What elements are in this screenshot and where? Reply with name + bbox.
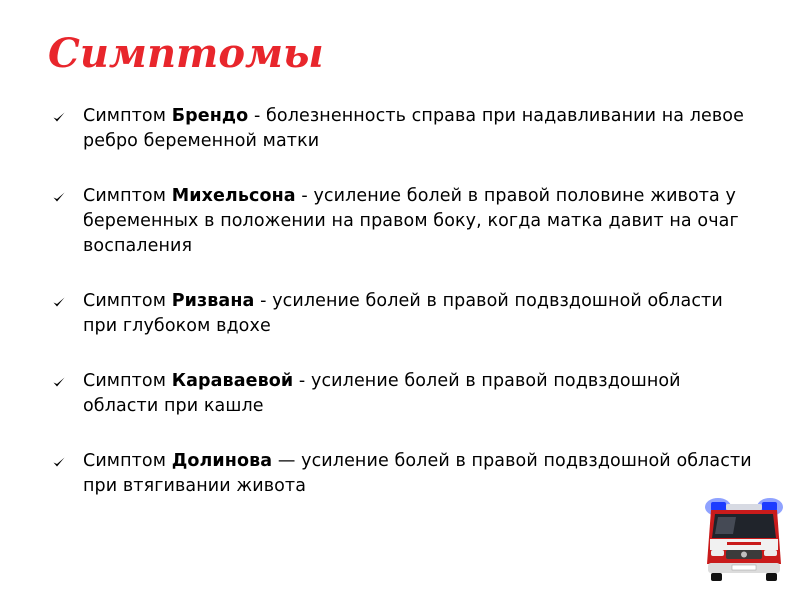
slide-title: Симптомы [48, 30, 324, 77]
symptom-description: - усиление болей в правой подвздошной области при кашле [83, 371, 681, 416]
symptom-prefix: Симптом [83, 186, 172, 206]
symptom-item-karavaeva [52, 369, 752, 419]
check-icon [52, 375, 66, 389]
symptom-name: Брендо [171, 106, 249, 126]
symptom-description: — усиление болей в правой подвздошной области при втягивании живота [83, 451, 752, 496]
check-icon [52, 455, 66, 469]
check-icon [52, 110, 66, 124]
symptom-item-brendo [52, 104, 752, 154]
ambulance-image [702, 494, 786, 584]
symptom-prefix: Симптом [83, 371, 172, 391]
symptom-description: - усиление болей в правой половине живота у беременных в положении на правом боку, когда матка давит на очаг воспаления [83, 186, 739, 256]
symptom-prefix: Симптом [83, 451, 172, 471]
symptom-description: - усиление болей в правой подвздошной области при глубоком вдохе [83, 291, 723, 336]
symptom-name: Долинова [171, 451, 273, 471]
check-icon [52, 190, 66, 204]
symptom-name: Михельсона [171, 186, 296, 206]
symptom-prefix: Симптом [83, 106, 172, 126]
symptom-item-michelson [52, 184, 752, 259]
symptom-description: - болезненность справа при надавливании на левое ребро беременной матки [83, 106, 744, 151]
symptom-item-rizvan [52, 289, 752, 339]
symptom-name: Ризвана [171, 291, 255, 311]
symptom-item-dolinov [52, 449, 752, 499]
symptom-prefix: Симптом [83, 291, 172, 311]
symptom-name: Караваевой [171, 371, 294, 391]
check-icon [52, 295, 66, 309]
symptom-list [52, 104, 752, 499]
